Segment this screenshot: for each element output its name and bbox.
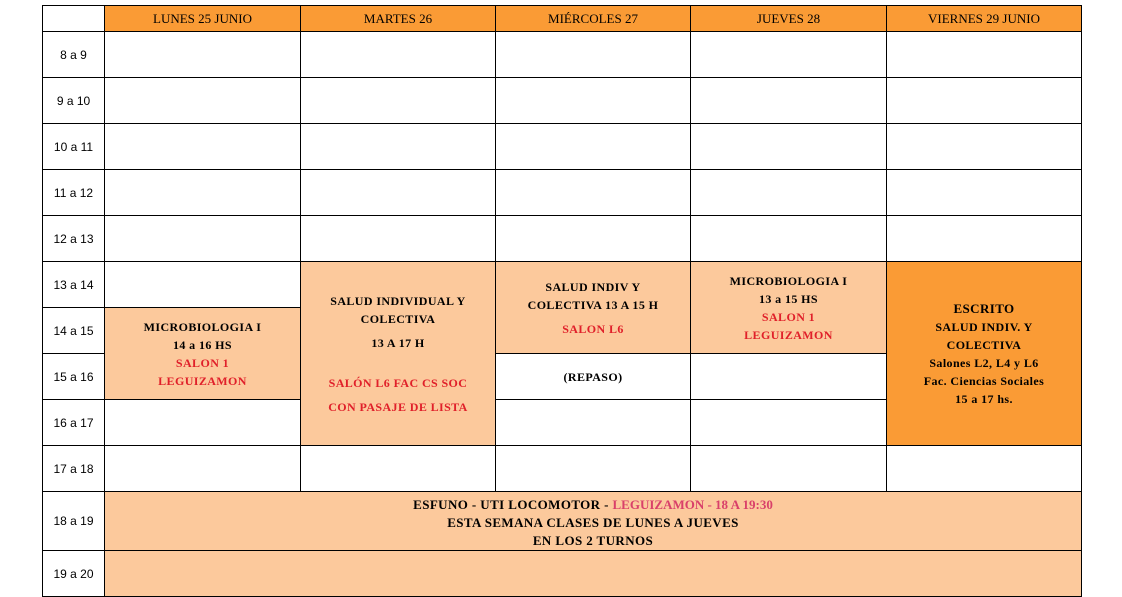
empty-cell <box>105 216 301 262</box>
day-header-miercoles: MIÉRCOLES 27 <box>496 6 691 32</box>
time-label: 11 a 12 <box>43 170 105 216</box>
row-10-11 <box>43 124 1082 170</box>
empty-cell <box>301 124 496 170</box>
day-header-martes: MARTES 26 <box>301 6 496 32</box>
empty-cell <box>496 446 691 492</box>
empty-cell <box>691 78 887 124</box>
empty-cell <box>691 32 887 78</box>
row-17-18 <box>43 446 1082 492</box>
empty-cell <box>105 32 301 78</box>
empty-cell <box>887 124 1082 170</box>
empty-cell <box>301 446 496 492</box>
time-label: 14 a 15 <box>43 308 105 354</box>
row-8-9 <box>43 32 1082 78</box>
class-block-esfuno <box>105 492 1082 551</box>
empty-cell <box>496 216 691 262</box>
viernes-rooms: Salones L2, L4 y L6 <box>929 355 1039 370</box>
martes-title1: SALUD INDIVIDUAL Y <box>330 293 466 308</box>
empty-cell <box>691 400 887 446</box>
row-12-13 <box>43 216 1082 262</box>
time-label: 16 a 17 <box>43 400 105 446</box>
empty-cell <box>887 216 1082 262</box>
viernes-subject1: SALUD INDIV. Y <box>935 319 1033 334</box>
empty-cell <box>301 32 496 78</box>
martes-title2: COLECTIVA <box>360 311 436 326</box>
martes-time: 13 A 17 H <box>371 335 425 350</box>
jueves-time: 13 a 15 HS <box>758 291 818 306</box>
empty-cell <box>105 400 301 446</box>
day-header-lunes: LUNES 25 JUNIO <box>105 6 301 32</box>
empty-cell <box>105 124 301 170</box>
lunes-room1: SALON 1 <box>175 355 230 370</box>
empty-cell <box>691 446 887 492</box>
row-9-10 <box>43 78 1082 124</box>
empty-cell <box>496 170 691 216</box>
empty-cell <box>496 124 691 170</box>
empty-cell <box>887 446 1082 492</box>
time-label: 17 a 18 <box>43 446 105 492</box>
time-label: 13 a 14 <box>43 262 105 308</box>
time-label: 15 a 16 <box>43 354 105 400</box>
lunes-time: 14 a 16 HS <box>172 337 232 352</box>
jueves-title: MICROBIOLOGIA I <box>729 273 848 288</box>
row-13-14 <box>43 262 1082 308</box>
empty-cell <box>496 78 691 124</box>
empty-cell <box>301 170 496 216</box>
row-11-12 <box>43 170 1082 216</box>
weekly-schedule-table <box>42 5 1082 597</box>
time-label: 19 a 20 <box>43 551 105 597</box>
continuation-cell <box>105 551 1082 597</box>
viernes-title: ESCRITO <box>953 300 1015 316</box>
row-18-19 <box>43 492 1082 551</box>
miercoles-title2: COLECTIVA 13 A 15 H <box>527 297 659 312</box>
day-header-viernes: VIERNES 29 JUNIO <box>887 6 1082 32</box>
empty-cell <box>691 170 887 216</box>
empty-cell <box>691 354 887 400</box>
viernes-subject2: COLECTIVA <box>946 337 1022 352</box>
esfuno-line3: EN LOS 2 TURNOS <box>532 533 654 548</box>
empty-cell <box>496 32 691 78</box>
esfuno-line1-b: LEGUIZAMON - 18 A 19:30 <box>612 497 773 512</box>
empty-cell <box>105 170 301 216</box>
time-label: 9 a 10 <box>43 78 105 124</box>
time-label: 10 a 11 <box>43 124 105 170</box>
exam-block-viernes <box>887 262 1082 446</box>
esfuno-line2: ESTA SEMANA CLASES DE LUNES A JUEVES <box>447 515 739 530</box>
empty-cell <box>105 262 301 308</box>
esfuno-line1-a: ESFUNO - UTI LOCOMOTOR - <box>413 497 613 512</box>
header-row <box>43 6 1082 32</box>
time-label: 8 a 9 <box>43 32 105 78</box>
day-header-jueves: JUEVES 28 <box>691 6 887 32</box>
miercoles-repaso: (REPASO) <box>563 369 623 384</box>
jueves-room1: SALON 1 <box>761 309 816 324</box>
miercoles-title1: SALUD INDIV Y <box>545 279 641 294</box>
martes-note: CON PASAJE DE LISTA <box>328 399 468 414</box>
row-19-20 <box>43 551 1082 597</box>
viernes-time: 15 a 17 hs. <box>955 391 1013 406</box>
corner-cell <box>43 6 105 32</box>
empty-cell <box>105 78 301 124</box>
lunes-room2: LEGUIZAMON <box>158 373 247 388</box>
empty-cell <box>887 78 1082 124</box>
class-block-microbiologia-jueves <box>691 262 887 354</box>
time-label: 18 a 19 <box>43 492 105 551</box>
viernes-faculty: Fac. Ciencias Sociales <box>923 373 1045 388</box>
class-block-salud-martes <box>301 262 496 446</box>
empty-cell <box>887 32 1082 78</box>
time-label: 12 a 13 <box>43 216 105 262</box>
empty-cell <box>301 78 496 124</box>
empty-cell <box>691 124 887 170</box>
empty-cell <box>105 446 301 492</box>
empty-cell <box>887 170 1082 216</box>
empty-cell <box>691 216 887 262</box>
miercoles-room: SALON L6 <box>562 321 624 336</box>
jueves-room2: LEGUIZAMON <box>744 327 833 342</box>
empty-cell <box>496 400 691 446</box>
repaso-cell <box>496 354 691 400</box>
class-block-microbiologia-lunes <box>105 308 301 400</box>
martes-room: SALÓN L6 FAC CS SOC <box>328 375 468 390</box>
empty-cell <box>301 216 496 262</box>
lunes-title: MICROBIOLOGIA I <box>143 319 262 334</box>
class-block-salud-miercoles <box>496 262 691 354</box>
